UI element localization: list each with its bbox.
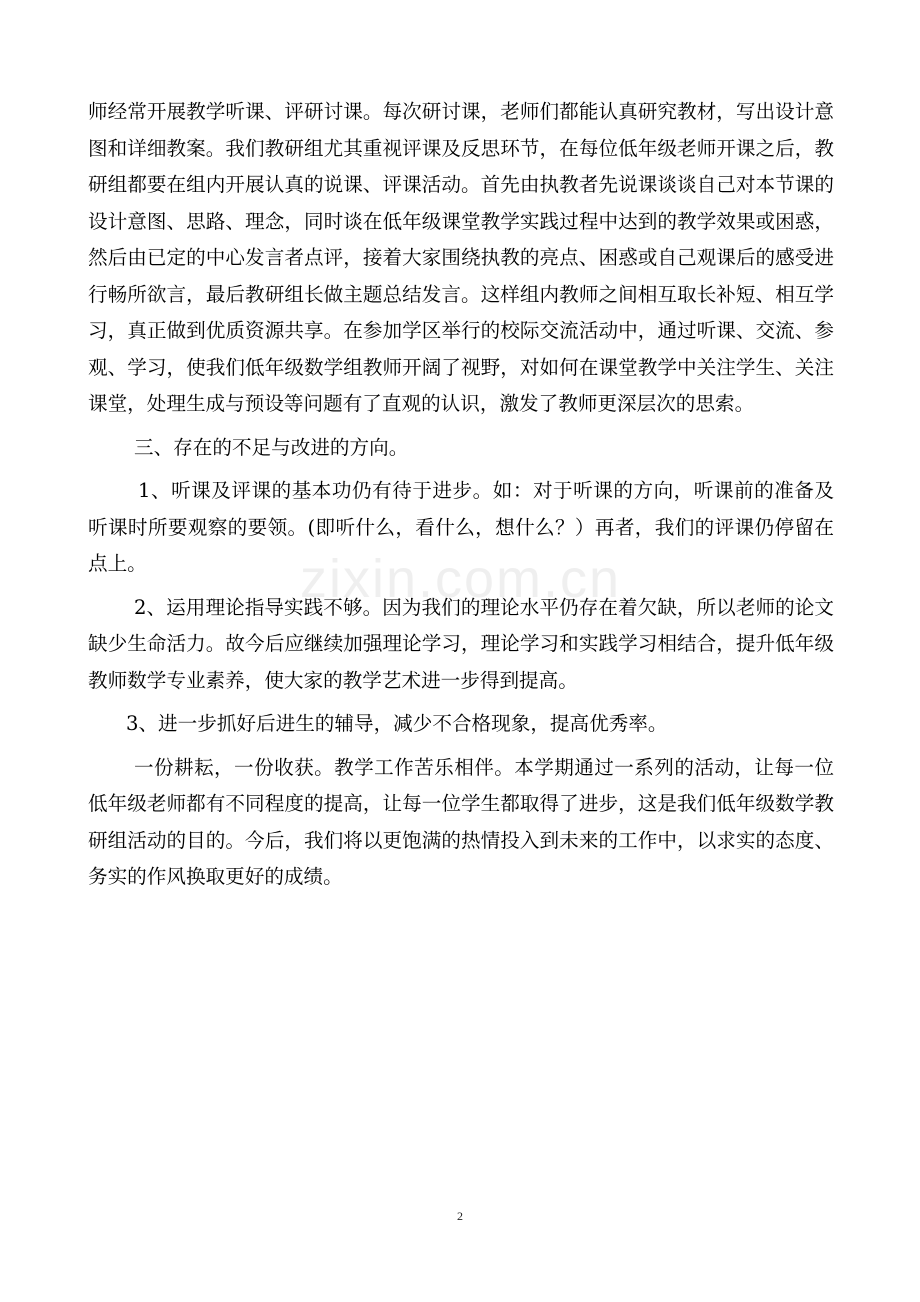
page-number: 2 <box>457 1209 463 1223</box>
paragraph-conclusion: 一份耕耘，一份收获。教学工作苦乐相伴。本学期通过一系列的活动，让每一位低年级老师都有不同程度的提高，让每一位学生都取得了进步，这是我们低年级数学教研组活动的目的。今后，我们将以更饱满的热情投入到未来的工作中，以求实的态度、务实的作风换取更好的成绩。 <box>88 755 834 888</box>
paragraph-point-3: 3、进一步抓好后进生的辅导，减少不合格现象，提高优秀率。 <box>126 712 668 735</box>
section-heading-shortcomings: 三、存在的不足与改进的方向。 <box>134 435 409 459</box>
paragraph-point-2: 2、运用理论指导实践不够。因为我们的理论水平仍存在着欠缺，所以老师的论文缺少生命活力。故今后应继续加强理论学习，理论学习和实践学习相结合，提升低年级教师数学专业素养，使大家的教学艺术进一步得到提高。 <box>88 595 834 692</box>
document-body <box>88 94 834 896</box>
paragraph-point-1: 1、听课及评课的基本功仍有待于进步。如：对于听课的方向，听课前的准备及听课时所要观察的要领。(即听什么，看什么，想什么？）再者，我们的评课仍停留在点上。 <box>88 479 834 575</box>
paragraph-teaching-research: 师经常开展教学听课、评研讨课。每次研讨课，老师们都能认真研究教材，写出设计意图和详细教案。我们教研组尤其重视评课及反思环节，在每位低年级老师开课之后，教研组都要在组内开展认真的说课、评课活动。首先由执教者先说课谈谈自己对本节课的设计意图、思路、理念，同时谈在低年级课堂教学实践过程中达到的教学效果或困惑，然后由已定的中心发言者点评，接着大家围绕执教的亮点、困惑或自己观课后的感受进行畅所欲言，最后教研组长做主题总结发言。这样组内教师之间相互取长补短、相互学习，真正做到优质资源共享。在参加学区举行的校际交流活动中，通过听课、交流、参观、学习，使我们低年级数学组教师开阔了视野，对如何在课堂教学中关注学生、关注课堂，处理生成与预设等问题有了直观的认识，激发了教师更深层次的思索。 <box>88 100 834 415</box>
watermark: zixin.com.cn <box>300 549 622 609</box>
